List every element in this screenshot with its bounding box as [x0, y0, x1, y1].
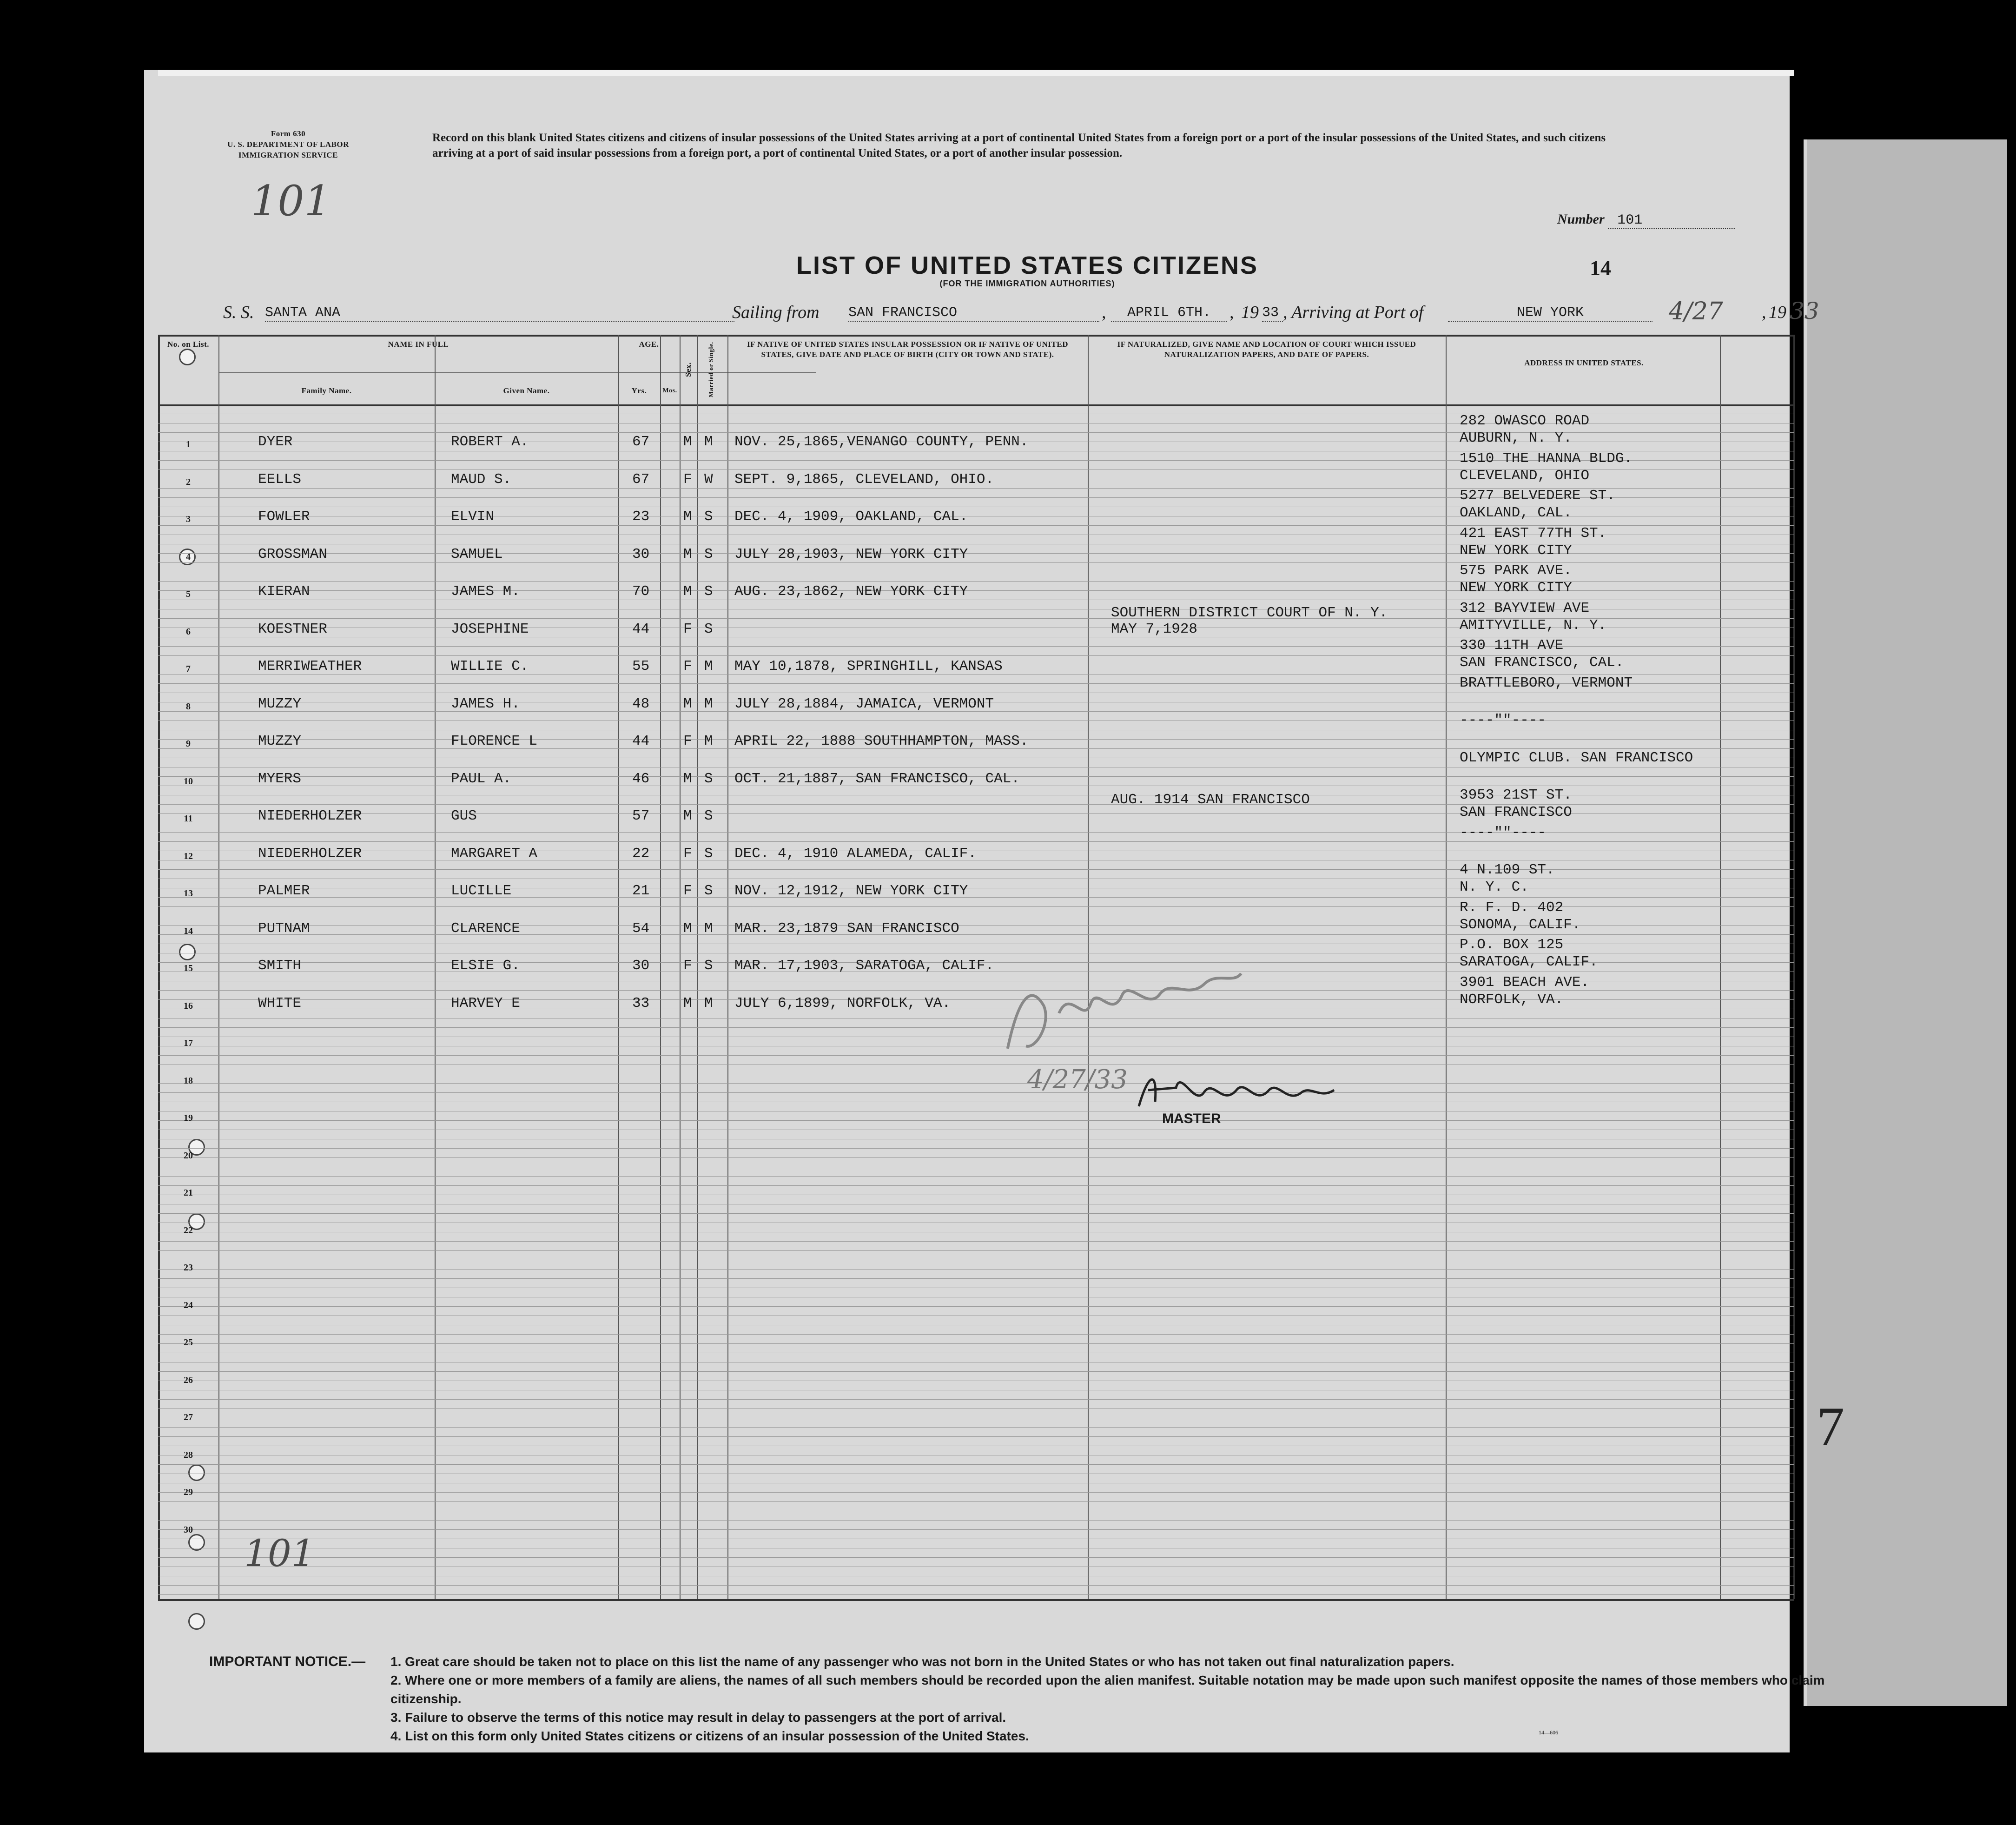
ruled-line: [158, 1464, 1794, 1465]
cell-marital: M: [704, 434, 713, 450]
cell-given: WILLIE C.: [451, 658, 529, 674]
cell-given: CLARENCE: [451, 920, 520, 937]
cell-given: HARVEY E: [451, 995, 520, 1012]
cell-family: WHITE: [258, 995, 302, 1012]
cell-marital: S: [704, 509, 713, 525]
cell-given: JOSEPHINE: [451, 621, 529, 637]
row-number: 12: [184, 851, 193, 861]
row-number: 21: [184, 1188, 193, 1198]
ruled-line: [158, 897, 1794, 898]
cell-sex: F: [683, 471, 692, 488]
form-number: Form 630: [271, 129, 306, 138]
ruled-line: [158, 832, 1794, 833]
sheet-edge: [158, 70, 1794, 76]
cell-given: MARGARET A: [451, 845, 538, 862]
form-identifier: [188, 128, 388, 160]
row-number: 2: [186, 476, 191, 487]
cell-birth: OCT. 21,1887, SAN FRANCISCO, CAL.: [734, 770, 1020, 787]
arrival-date-handwritten: 4/27: [1669, 298, 1723, 325]
ruled-line: [158, 1371, 1794, 1372]
cell-birth: MAR. 23,1879 SAN FRANCISCO: [734, 920, 959, 937]
cell-age: 48: [632, 695, 650, 712]
cell-marital: S: [704, 845, 713, 862]
row-number: 11: [184, 813, 193, 824]
row-number: 27: [184, 1412, 193, 1422]
cell-birth: MAR. 17,1903, SARATOGA, CALIF.: [734, 958, 994, 974]
cell-age: 33: [632, 995, 650, 1012]
cell-naturalization: AUG. 1914 SAN FRANCISCO: [1111, 792, 1310, 808]
cell-birth: DEC. 4, 1909, OAKLAND, CAL.: [734, 509, 968, 525]
number-value: 101: [1608, 212, 1735, 229]
cell-sex: M: [683, 695, 692, 712]
cell-addr1: 575 PARK AVE.: [1460, 562, 1572, 579]
cell-age: 54: [632, 920, 650, 937]
cell-addr1: 1510 THE HANNA BLDG.: [1460, 450, 1633, 467]
cell-age: 55: [632, 658, 650, 674]
ruled-line: [158, 1120, 1794, 1121]
row-number: 14: [184, 926, 193, 936]
ruled-line: [158, 1157, 1794, 1158]
cell-addr2: N. Y. C.: [1460, 879, 1529, 895]
row-number: 4: [186, 551, 191, 562]
backing-sheet: [1804, 139, 2007, 1706]
cell-addr1: 421 EAST 77TH ST.: [1460, 525, 1607, 542]
sailing-from: SAN FRANCISCO: [848, 305, 1099, 322]
cell-birth: JULY 28,1903, NEW YORK CITY: [734, 546, 968, 562]
cell-sex: F: [683, 845, 692, 862]
edge-mark: 7: [1817, 1395, 1844, 1457]
cell-addr2: NEW YORK CITY: [1460, 542, 1572, 559]
cell-birth: APRIL 22, 1888 SOUTHHAMPTON, MASS.: [734, 733, 1029, 749]
cell-birth: JULY 6,1899, NORFOLK, VA.: [734, 995, 951, 1012]
header-age: AGE.: [639, 340, 659, 349]
ruled-line: [158, 1520, 1794, 1521]
cell-given: FLORENCE L: [451, 733, 538, 749]
cell-addr1: ----""----: [1460, 712, 1547, 728]
cell-addr2: AMITYVILLE, N. Y.: [1460, 617, 1607, 634]
row-number: 19: [184, 1113, 193, 1123]
cell-addr1: 5277 BELVEDERE ST.: [1460, 488, 1615, 504]
ruled-line: [158, 1399, 1794, 1400]
cell-given: GUS: [451, 808, 477, 824]
cell-age: 23: [632, 509, 650, 525]
cell-age: 46: [632, 770, 650, 787]
row-number: 7: [186, 664, 191, 674]
cell-family: KIERAN: [258, 583, 310, 600]
row-number: 17: [184, 1038, 193, 1048]
ruled-line: [158, 1306, 1794, 1307]
service: IMMIGRATION SERVICE: [238, 151, 338, 159]
ruled-line: [158, 1594, 1794, 1595]
page-title: LIST OF UNITED STATES CITIZENS: [796, 251, 1258, 279]
row-number: 18: [184, 1075, 193, 1086]
ruled-line: [158, 1408, 1794, 1409]
arriving-label: , Arriving at Port of: [1283, 303, 1424, 322]
cell-family: FOWLER: [258, 509, 310, 525]
cell-naturalization: SOUTHERN DISTRICT COURT OF N. Y.: [1111, 604, 1388, 621]
cell-sex: M: [683, 546, 692, 562]
cell-sex: F: [683, 658, 692, 674]
cell-given: ELVIN: [451, 509, 495, 525]
row-number: 22: [184, 1225, 193, 1236]
header-sex: Sex.: [684, 362, 693, 377]
cell-sex: M: [683, 995, 692, 1012]
ruled-line: [158, 1055, 1794, 1056]
cell-marital: M: [704, 695, 713, 712]
cell-family: KOESTNER: [258, 621, 327, 637]
cell-family: MERRIWEATHER: [258, 658, 362, 674]
ship-prefix: S. S.: [223, 303, 254, 322]
cell-marital: S: [704, 770, 713, 787]
sailing-year-prefix: 19: [1241, 303, 1259, 322]
cell-addr2: CLEVELAND, OHIO: [1460, 467, 1590, 484]
cell-age: 70: [632, 583, 650, 600]
notice-item: 1. Great care should be taken not to place on this list the name of any passenger who was not born in the United States or who has not taken out final naturalization papers.: [390, 1654, 1454, 1669]
sailing-year: 33: [1262, 305, 1283, 322]
cell-birth: SEPT. 9,1865, CLEVELAND, OHIO.: [734, 471, 994, 488]
row-number: 26: [184, 1375, 193, 1385]
cell-addr1: 3901 BEACH AVE.: [1460, 974, 1590, 991]
ruled-line: [158, 1148, 1794, 1149]
record-instructions: Record on this blank United States citizens and citizens of insular possessions of the United States arriving at a port of continental United States from a foreign port or a port of the insular possessions of the United States, and such citizens arriving at a port of said insular possessions from a foreign port, a port of continental United States, or a port of another insular possession.: [432, 132, 1606, 159]
arriving-port: NEW YORK: [1448, 305, 1652, 322]
cell-addr2: SONOMA, CALIF.: [1460, 916, 1581, 933]
cell-addr2: NEW YORK CITY: [1460, 580, 1572, 596]
cell-marital: M: [704, 733, 713, 749]
cell-age: 30: [632, 958, 650, 974]
row-number: 5: [186, 589, 191, 599]
cell-sex: M: [683, 434, 692, 450]
cell-addr1: 4 N.109 ST.: [1460, 862, 1555, 878]
header-no-on-list: No. on List.: [167, 340, 210, 349]
cell-naturalization2: MAY 7,1928: [1111, 621, 1198, 637]
cell-birth: JULY 28,1884, JAMAICA, VERMONT: [734, 695, 994, 712]
row-number: 25: [184, 1337, 193, 1348]
cell-sex: M: [683, 509, 692, 525]
cell-birth: DEC. 4, 1910 ALAMEDA, CALIF.: [734, 845, 977, 862]
cell-family: PUTNAM: [258, 920, 310, 937]
cell-family: MUZZY: [258, 695, 302, 712]
row-number: 15: [184, 963, 193, 973]
row-number: 24: [184, 1300, 193, 1310]
cell-age: 44: [632, 621, 650, 637]
cell-addr1: R. F. D. 402: [1460, 899, 1564, 916]
header-birth: IF NATIVE OF UNITED STATES INSULAR POSSESSION OR IF NATIVE OF UNITED STATES, GIVE DATE AND PLACE OF BIRTH (CITY OR TOWN AND STATE).: [747, 340, 1068, 359]
cell-family: GROSSMAN: [258, 546, 327, 562]
row-number: 9: [186, 739, 191, 749]
ship-name: SANTA ANA: [265, 305, 734, 322]
handwritten-number: 101: [251, 177, 331, 225]
ruled-line: [158, 1241, 1794, 1242]
inspection-date: 4/27/33: [1027, 1065, 1128, 1095]
cell-given: LUCILLE: [451, 883, 512, 899]
header-name-in-full: NAME IN FULL: [388, 340, 449, 349]
ruled-line: [158, 1213, 1794, 1214]
cell-family: PALMER: [258, 883, 310, 899]
row-number: 3: [186, 514, 191, 524]
row-number: 23: [184, 1263, 193, 1273]
ruled-line: [158, 1585, 1794, 1586]
header-naturalization: IF NATURALIZED, GIVE NAME AND LOCATION OF COURT WHICH ISSUED NATURALIZATION PAPERS, AND DATE OF PAPERS.: [1117, 340, 1416, 359]
cell-marital: M: [704, 995, 713, 1012]
cell-birth: AUG. 23,1862, NEW YORK CITY: [734, 583, 968, 600]
notice-item: 3. Failure to observe the terms of this notice may result in delay to passengers at the port of arrival.: [390, 1710, 1006, 1725]
cell-marital: S: [704, 583, 713, 600]
cell-age: 30: [632, 546, 650, 562]
punch-hole: [188, 1613, 205, 1630]
page-subtitle: (FOR THE IMMIGRATION AUTHORITIES): [939, 279, 1115, 288]
header-marital: Married or Single.: [708, 342, 715, 397]
cell-age: 67: [632, 471, 650, 488]
cell-family: EELLS: [258, 471, 302, 488]
ruled-line: [158, 1278, 1794, 1279]
cell-marital: M: [704, 920, 713, 937]
ruled-line: [158, 1557, 1794, 1558]
cell-given: ELSIE G.: [451, 958, 520, 974]
cell-family: SMITH: [258, 958, 302, 974]
header-months: Mos.: [662, 387, 677, 394]
cell-addr1: OLYMPIC CLUB. SAN FRANCISCO: [1460, 749, 1693, 766]
ruled-line: [158, 1343, 1794, 1344]
manifest-sheet: [144, 70, 1825, 1752]
ruled-line: [158, 1027, 1794, 1028]
ruled-line: [158, 1492, 1794, 1493]
master-signature: [1134, 1065, 1339, 1118]
cell-marital: S: [704, 621, 713, 637]
cell-sex: F: [683, 621, 692, 637]
cell-addr1: 3953 21ST ST.: [1460, 787, 1572, 803]
cell-sex: M: [683, 583, 692, 600]
cell-given: MAUD S.: [451, 471, 512, 488]
cell-addr1: ----""----: [1460, 824, 1547, 841]
cell-age: 57: [632, 808, 650, 824]
master-signature-graphic: [1134, 1065, 1339, 1116]
passenger-table: [158, 335, 1794, 1599]
row-number: 16: [184, 1000, 193, 1011]
cell-marital: S: [704, 808, 713, 824]
cell-addr2: AUBURN, N. Y.: [1460, 430, 1572, 446]
ruled-line: [158, 1269, 1794, 1270]
cell-addr2: SARATOGA, CALIF.: [1460, 954, 1598, 970]
cell-given: JAMES H.: [451, 695, 520, 712]
ruled-line: [158, 1092, 1794, 1093]
cell-sex: F: [683, 958, 692, 974]
bottom-handwritten-number: 101: [244, 1532, 315, 1575]
ruled-line: [158, 1334, 1794, 1335]
arrival-year-handwritten: 33: [1790, 298, 1819, 324]
sailing-date: APRIL 6TH.: [1111, 305, 1227, 322]
row-number: 20: [184, 1150, 193, 1161]
ruled-line: [158, 1436, 1794, 1437]
cell-age: 22: [632, 845, 650, 862]
notice-heading: IMPORTANT NOTICE.—: [209, 1654, 366, 1669]
ruled-line: [158, 1083, 1794, 1084]
header-address: ADDRESS IN UNITED STATES.: [1524, 358, 1644, 367]
cell-sex: M: [683, 920, 692, 937]
row-number: 10: [184, 776, 193, 787]
cell-addr2: OAKLAND, CAL.: [1460, 505, 1572, 521]
page-number: 14: [1590, 256, 1611, 280]
cell-given: ROBERT A.: [451, 434, 529, 450]
cell-addr2: NORFOLK, VA.: [1460, 991, 1564, 1008]
cell-marital: W: [704, 471, 713, 488]
cell-marital: M: [704, 658, 713, 674]
header-years: Yrs.: [631, 386, 647, 395]
footer-code: 14—606: [1539, 1729, 1558, 1736]
cell-given: PAUL A.: [451, 770, 512, 787]
arrival-year-prefix: 19: [1769, 303, 1786, 322]
notice-item: 2. Where one or more members of a family are aliens, the names of all such members should be recorded upon the alien manifest. Suitable notation may be made upon such manifest opposite the names of those members who claim citizenship.: [390, 1673, 1825, 1706]
row-number: 6: [186, 626, 191, 637]
cell-sex: F: [683, 883, 692, 899]
cell-family: MUZZY: [258, 733, 302, 749]
cell-family: NIEDERHOLZER: [258, 808, 362, 824]
cell-addr1: BRATTLEBORO, VERMONT: [1460, 674, 1633, 691]
notice-list: [390, 1653, 1878, 1746]
cell-sex: M: [683, 770, 692, 787]
voyage-line: S. S. SANTA ANA Sailing from SAN FRANCISCO , APRIL 6TH. , 19 33 , Arriving at Port of NEW YORK 4/27 , 19 33: [223, 298, 1819, 325]
row-number: 13: [184, 888, 193, 899]
notice-item: 4. List on this form only United States citizens or citizens of an insular possession of the United States.: [390, 1729, 1029, 1743]
ruled-line: [158, 934, 1794, 935]
cell-family: DYER: [258, 434, 293, 450]
cell-sex: F: [683, 733, 692, 749]
cell-birth: NOV. 12,1912, NEW YORK CITY: [734, 883, 968, 899]
cell-addr2: SAN FRANCISCO, CAL.: [1460, 655, 1624, 671]
ruled-line: [158, 1176, 1794, 1177]
ruled-line: [158, 841, 1794, 842]
cell-given: JAMES M.: [451, 583, 520, 600]
list-number: [1557, 212, 1735, 228]
ruled-line: [158, 1529, 1794, 1530]
header-family-name: Family Name.: [301, 386, 352, 395]
cell-marital: S: [704, 958, 713, 974]
cell-marital: S: [704, 546, 713, 562]
cell-given: SAMUEL: [451, 546, 503, 562]
ruled-line: [158, 1250, 1794, 1251]
sailing-label: Sailing from: [732, 303, 820, 322]
row-number: 28: [184, 1449, 193, 1460]
number-label: Number: [1557, 212, 1605, 227]
cell-addr1: 330 11TH AVE: [1460, 637, 1564, 654]
header-given-name: Given Name.: [503, 386, 550, 395]
cell-family: NIEDERHOLZER: [258, 845, 362, 862]
cell-addr2: SAN FRANCISCO: [1460, 804, 1572, 820]
row-number: 30: [184, 1524, 193, 1535]
cell-marital: S: [704, 883, 713, 899]
cell-addr1: 312 BAYVIEW AVE: [1460, 600, 1590, 616]
ruled-line: [158, 1185, 1794, 1186]
cell-age: 21: [632, 883, 650, 899]
ruled-line: [158, 1501, 1794, 1502]
cell-addr1: P.O. BOX 125: [1460, 937, 1564, 953]
cell-family: MYERS: [258, 770, 302, 787]
row-number: 8: [186, 701, 191, 712]
ruled-line: [158, 1427, 1794, 1428]
cell-age: 44: [632, 733, 650, 749]
cell-birth: MAY 10,1878, SPRINGHILL, KANSAS: [734, 658, 1003, 674]
cell-sex: M: [683, 808, 692, 824]
department: U. S. DEPARTMENT OF LABOR: [227, 140, 349, 149]
cell-birth: NOV. 25,1865,VENANGO COUNTY, PENN.: [734, 434, 1029, 450]
cell-age: 67: [632, 434, 650, 450]
master-label: MASTER: [1162, 1111, 1221, 1126]
cell-addr1: 282 OWASCO ROAD: [1460, 413, 1590, 429]
row-number: 29: [184, 1487, 193, 1497]
row-number: 1: [186, 439, 191, 450]
